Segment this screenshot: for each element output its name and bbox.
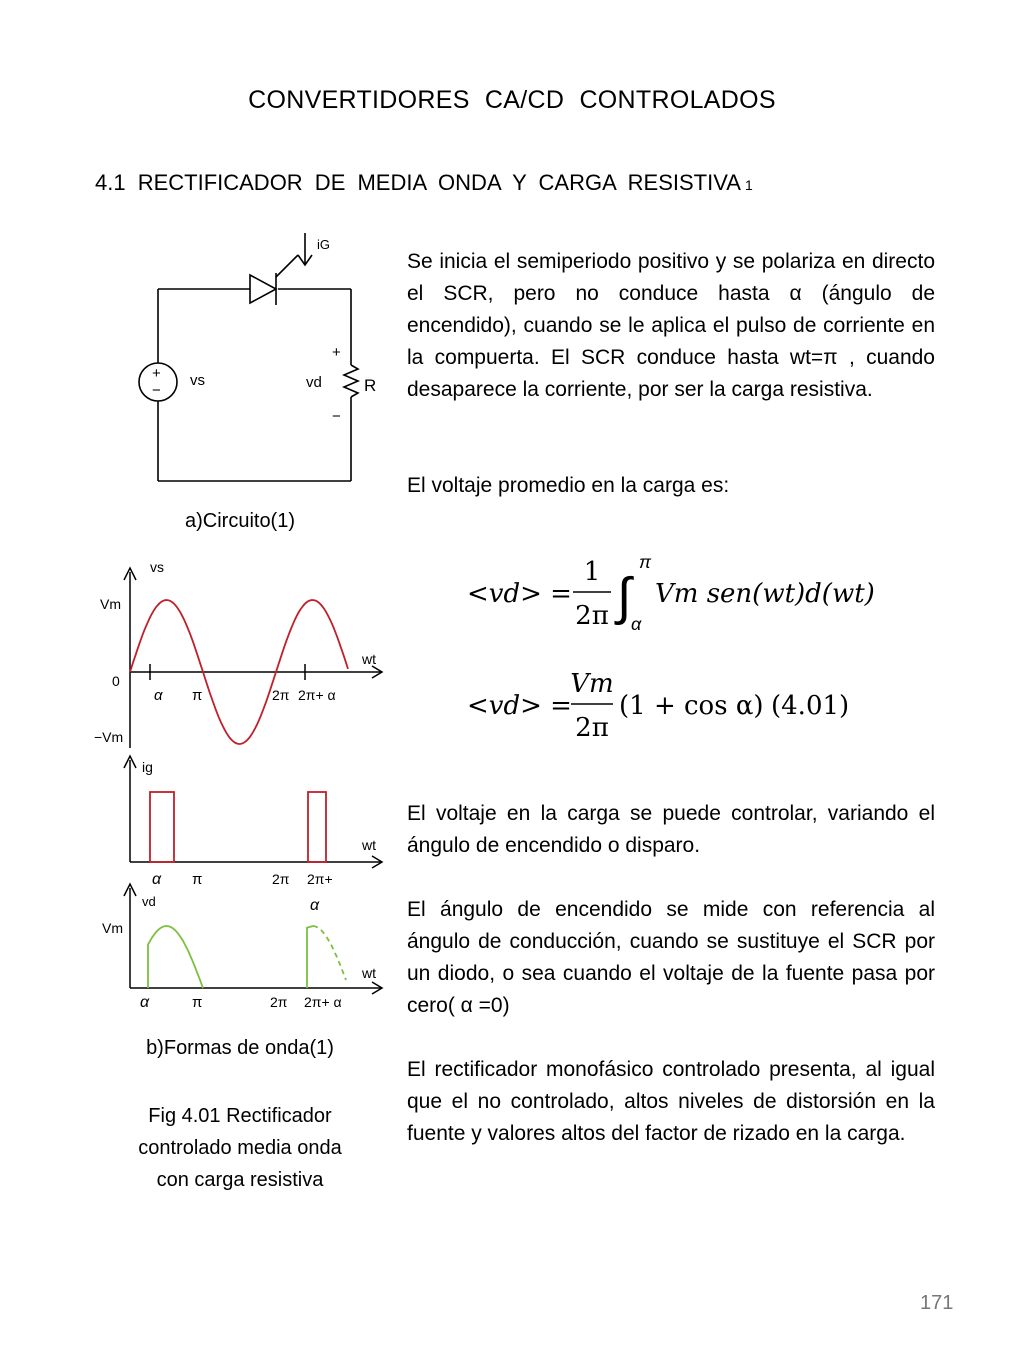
paragraph-distortion [407,1054,935,1150]
ig-pi-label: π [192,871,203,888]
ig-2pi-plus-label: 2π+ [307,871,333,887]
vd-alpha-label: α [140,994,150,1011]
integral-upper-limit: π [639,552,652,572]
eq1-denominator: 2π [575,601,609,631]
paragraph-angle [407,894,935,1022]
scr-symbol [250,275,276,303]
section-heading-text: 4.1 RECTIFICADOR DE MEDIA ONDA Y CARGA RESISTIVA [95,170,741,195]
eq2-body: (1 + cos α) [619,691,764,721]
paragraph-average [407,470,935,502]
paragraph-text: El ángulo de encendido se mide con referencia al ángulo de conducción, cuando se sustituye el SCR por un diodo, o sea cuando el voltaje de la fuente pasa por cero( α =0) [407,898,935,1017]
vd-axis-label: vd [142,894,156,909]
figure-caption [110,1100,370,1196]
eq2-numerator: Vm [570,669,614,699]
equations [455,540,885,750]
load-plus-sign: + [332,344,341,361]
circuit-diagram [130,225,390,495]
vd-conduction-curve [148,926,203,988]
vd-2pi-label: 2π [270,994,288,1010]
resistor-label: R [364,376,377,395]
figure-caption-line: controlado media onda [138,1137,342,1159]
paragraph-text: El rectificador monofásico controlado presenta, al igual que el no controlado, altos niveles de distorsión en la fuente y valores altos del factor de rizado en la carga. [407,1058,935,1145]
load-voltage-label: vd [306,374,322,391]
vd-wt-label: wt [362,965,376,981]
source-voltage-label: vs [190,372,205,389]
ig-2pi-label: 2π [272,871,290,887]
eq1-integrand: Vm sen(wt)d(wt) [655,579,875,609]
eq2-lhs: <vd> = [467,691,572,721]
circuit-caption: a)Circuito(1) [184,510,296,532]
paragraph-intro [407,246,935,406]
vd-continuation-dashed [313,926,346,980]
waveforms-caption: b)Formas de onda(1) [146,1037,334,1059]
vs-zero-label: 0 [112,673,120,689]
vs-neg-vm-label: −Vm [94,729,124,745]
vd-2pi-alpha-label: 2π+ α [304,994,342,1010]
vs-axis-label: vs [150,560,164,575]
equation-4-01 [467,669,849,743]
vd-pi-label: π [192,994,203,1011]
ig-axis-label: ig [142,759,153,775]
vd-vm-label: Vm [102,920,123,936]
eq2-number: (4.01) [771,691,850,721]
resistor-symbol [344,365,358,397]
paragraph-text: El voltaje promedio en la carga es: [407,474,730,497]
waveform-diagrams [90,560,390,1030]
load-minus-sign: − [332,408,341,425]
vs-alpha-label: α [154,687,163,704]
vd-waveform-plot [102,884,382,1011]
ig-wt-label: wt [362,837,376,853]
scr-gate-lead [276,255,298,277]
integral-lower-limit: α [631,614,642,634]
vs-2pi-label: 2π [272,687,290,703]
eq2-denominator: 2π [575,713,609,743]
eq1-numerator: 1 [583,557,601,587]
vs-vm-label: Vm [100,596,121,612]
vd-conduction-curve-2 [307,926,313,988]
section-heading [95,170,753,196]
vs-2pi-alpha-label: 2π+ α [298,687,336,703]
figure-caption-line: con carga resistiva [156,1169,324,1191]
page-title: CONVERTIDORES CA/CD CONTROLADOS [248,86,776,114]
eq1-lhs: <vd> = [467,579,572,609]
vs-pi-label: π [192,687,203,704]
paragraph-text: El voltaje en la carga se puede controlar, variando el ángulo de encendido o disparo. [407,802,935,857]
ig-pulse-2 [308,792,326,862]
ig-alpha-label: α [152,871,162,888]
section-reference: 1 [744,177,753,193]
gate-current-label: iG [317,237,330,252]
figure-caption-line: Fig 4.01 Rectificador [148,1105,332,1127]
paragraph-control [407,798,935,862]
source-minus-sign: − [152,382,161,399]
ig-waveform-plot [124,756,382,914]
equation-average-integral [467,552,875,634]
ig-alpha-label-2: α [310,897,320,914]
paragraph-text: Se inicia el semiperiodo positivo y se polariza en directo el SCR, pero no conduce hasta α (ángulo de encendido), cuando se le aplica el pulso de corriente en la compuerta. El SCR conduce hasta wt=π , cuando desaparece la corriente, por ser la carga resistiva. [407,250,935,401]
vs-waveform-plot [94,560,382,748]
integral-sign: ∫ [617,568,632,626]
page-number: 171 [920,1292,954,1314]
vs-wt-label: wt [362,651,376,667]
source-plus-sign: + [152,365,161,382]
ig-pulse-1 [150,792,174,862]
